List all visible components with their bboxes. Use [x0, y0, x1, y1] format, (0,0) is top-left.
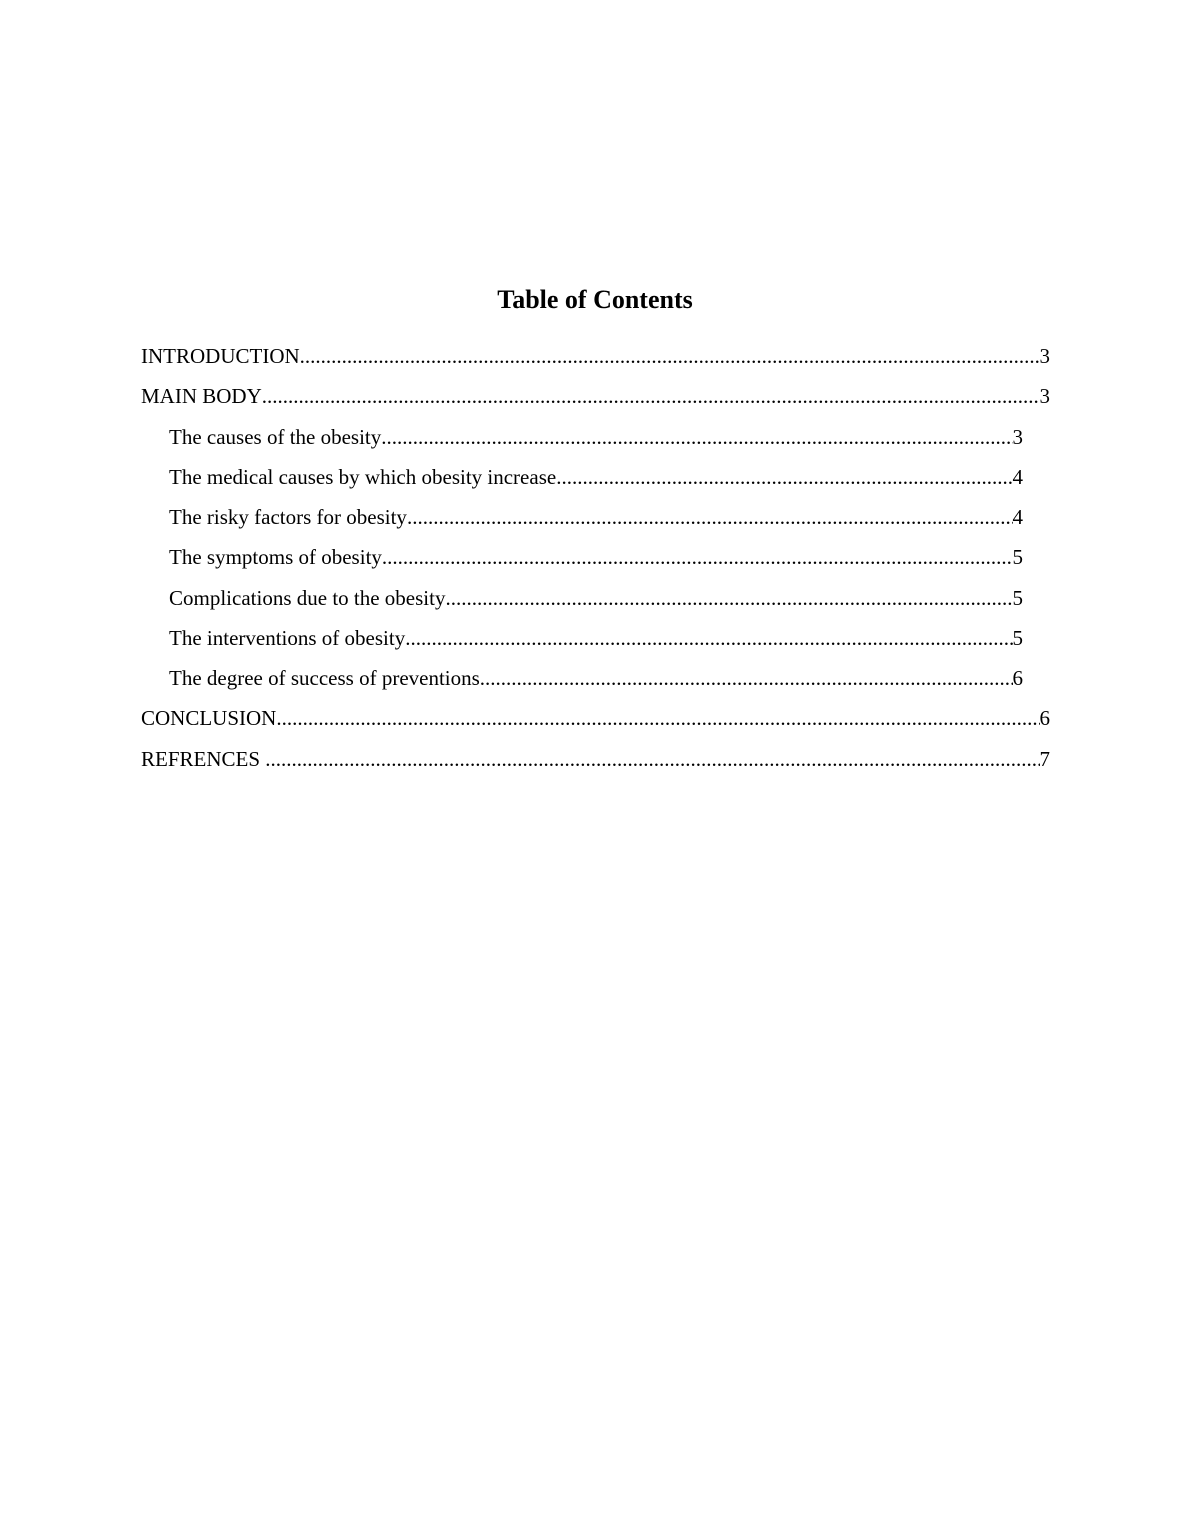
toc-dot-leader	[556, 461, 1012, 493]
toc-entry-text: INTRODUCTION	[141, 344, 300, 368]
toc-entry-text: MAIN BODY	[141, 384, 262, 408]
toc-entry-text: Complications due to the obesity	[169, 586, 446, 610]
toc-dot-leader	[276, 702, 1039, 734]
toc-entry-text: The degree of success of preventions	[169, 666, 480, 690]
toc-page-number: 3	[1012, 425, 1023, 449]
toc-page-number: 5	[1012, 626, 1023, 650]
toc-dot-leader	[381, 421, 1012, 453]
toc-entry-medical-causes[interactable]	[169, 461, 1023, 493]
toc-page-number: 3	[1039, 384, 1050, 408]
toc-dot-leader	[262, 380, 1040, 412]
toc-dot-leader	[300, 340, 1040, 372]
toc-entry-interventions[interactable]	[169, 622, 1023, 654]
toc-dot-leader	[265, 743, 1039, 775]
toc-entry-symptoms[interactable]	[169, 541, 1023, 573]
toc-dot-leader	[405, 622, 1012, 654]
toc-entry-text: The causes of the obesity	[169, 425, 382, 449]
toc-entry-conclusion[interactable]	[141, 702, 1050, 734]
toc-page-number: 5	[1012, 545, 1023, 569]
toc-dot-leader	[407, 501, 1013, 533]
toc-entry-text: The risky factors for obesity	[169, 505, 407, 529]
toc-entry-text: The symptoms of obesity	[169, 545, 382, 569]
toc-dot-leader	[445, 582, 1012, 614]
toc-page-number: 7	[1039, 747, 1050, 771]
toc-page-number: 4	[1012, 505, 1023, 529]
toc-dot-leader	[382, 541, 1013, 573]
toc-entry-risky-factors[interactable]	[169, 501, 1023, 533]
toc-entry-complications[interactable]	[169, 582, 1023, 614]
toc-dot-leader	[480, 662, 1013, 694]
toc-entry-causes[interactable]	[169, 421, 1023, 453]
toc-page-number: 6	[1012, 666, 1023, 690]
toc-page-number: 5	[1012, 586, 1023, 610]
toc-entry-introduction[interactable]	[141, 340, 1050, 372]
toc-page-number: 3	[1039, 344, 1050, 368]
toc-entry-references[interactable]	[141, 743, 1050, 775]
toc-entry-degree-of-success[interactable]	[169, 662, 1023, 694]
toc-page-number: 4	[1012, 465, 1023, 489]
toc-entry-text: REFRENCES	[141, 747, 266, 771]
toc-entry-main-body[interactable]	[141, 380, 1050, 412]
toc-title: Table of Contents	[497, 285, 693, 314]
toc-entry-text: CONCLUSION	[141, 706, 277, 730]
toc-entry-text: The interventions of obesity	[169, 626, 406, 650]
toc-entry-text: The medical causes by which obesity increase	[169, 465, 557, 489]
toc-page-number: 6	[1039, 706, 1050, 730]
